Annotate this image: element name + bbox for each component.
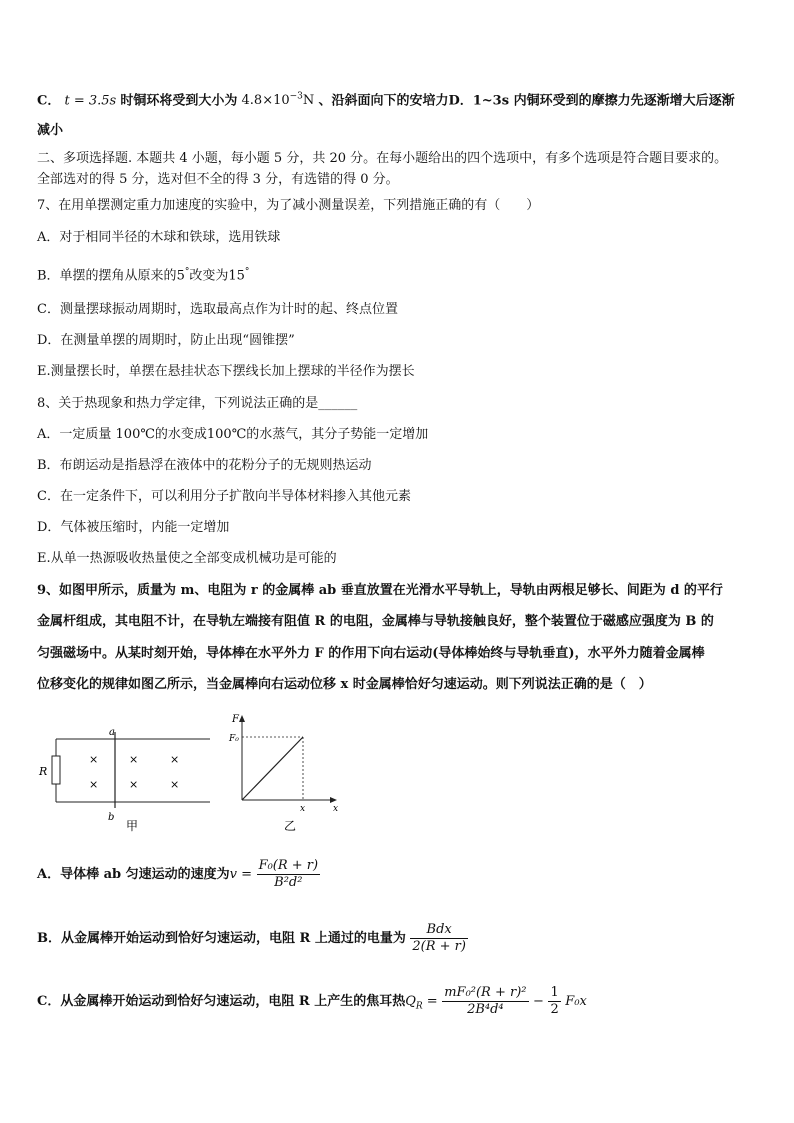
option-c-prev: C． t = 3.5s 时铜环将受到大小为 $4.8\times 10^{-3}N$ 、沿斜面向下的安培力D．1~3s 内铜环受到的摩擦力先逐渐增大后逐渐	[37, 92, 735, 109]
q9-line2: 金属杆组成，其电阻不计，在导轨左端接有阻值 R 的电阻，金属棒与导轨接触良好，整个装置位于磁感应强度为 B 的	[37, 614, 714, 629]
q7-option-c: C．测量摆球振动周期时，选取最高点作为计时的起、终点位置	[37, 302, 398, 317]
q9-line1: 9、如图甲所示，质量为 m、电阻为 r 的金属棒 ab 垂直放置在光滑水平导轨上，导轨由两根足够长、间距为 d 的平行	[37, 583, 723, 598]
q7-option-b: B．单摆的摆角从原来的5°改变为15°	[37, 267, 250, 284]
q9-option-a: A．导体棒 ab 匀速运动的速度为v = $\frac{\text{F₀(R + r)}}{\text{B²d²}}$	[37, 858, 319, 890]
q7-stem: 7、在用单摆测定重力加速度的实验中，为了减小测量误差，下列措施正确的有（ ）	[37, 198, 540, 213]
resistor-symbol	[52, 756, 60, 784]
q7-option-d: D．在测量单摆的周期时，防止出现“圆锥摆”	[37, 333, 295, 348]
q9-line3: 匀强磁场中。从某时刻开始，导体棒在水平外力 F 的作用下向右运动(导体棒始终与导轨垂直)，水平外力随着金属棒	[37, 646, 705, 661]
section-heading-line1: 二、多项选择题. 本题共 4 小题，每小题 5 分，共 20 分。在每小题给出的四个选项中，有多个选项是符合题目要求的。	[37, 151, 728, 166]
field-mark: ×	[170, 778, 180, 791]
q8-option-b: B．布朗运动是指悬浮在液体中的花粉分子的无规则热运动	[37, 458, 372, 473]
resistor-label: R	[39, 765, 48, 778]
q8-option-e: E.从单一热源吸收热量使之全部变成机械功是可能的	[37, 551, 337, 566]
force-line	[242, 737, 303, 800]
field-mark: ×	[170, 753, 180, 766]
q8-option-a: A．一定质量 100℃的水变成100℃的水蒸气，其分子势能一定增加	[37, 427, 429, 442]
field-mark: ×	[89, 753, 99, 766]
formula-heat: $\frac{\text{mF₀²(R + r)²}}{\text{2B⁴d⁴}}$	[444, 985, 527, 1017]
force-value: $4.8\times 10^{-3}N$	[241, 92, 315, 109]
formula-half: $\frac{1}{2}$	[550, 985, 559, 1017]
q7-option-a: A．对于相同半径的木球和铁球，选用铁球	[37, 230, 281, 245]
x-axis-label: x	[333, 804, 339, 814]
formula-charge: $\frac{\text{Bdx}}{2(R + r)}$	[412, 922, 466, 954]
formula-velocity: $\frac{\text{F₀(R + r)}}{\text{B²d²}}$	[258, 858, 319, 890]
figure-yi-graph	[228, 712, 348, 837]
q9-option-b: B．从金属棒开始运动到恰好匀速运动，电阻 R 上通过的电量为 $\frac{\text{Bdx}}{2(R + r)}$	[37, 922, 466, 954]
figure-yi-caption: 乙	[284, 819, 297, 833]
q8-option-d: D．气体被压缩时，内能一定增加	[37, 520, 230, 535]
f0-tick-label: F₀	[229, 734, 239, 744]
field-mark: ×	[89, 778, 99, 791]
section-heading-line2: 全部选对的得 5 分，选对但不全的得 3 分，有选错的得 0 分。	[37, 172, 399, 187]
field-mark: ×	[129, 778, 139, 791]
figure-jia-caption: 甲	[126, 819, 139, 833]
x-tick-label: x	[300, 804, 306, 814]
figure-jia-circuit	[38, 722, 218, 837]
q9-option-c: C．从金属棒开始运动到恰好匀速运动，电阻 R 上产生的焦耳热$Q_R$ = $\frac{\text{mF₀²(R + r)²}}{\text{2B⁴d⁴}}$ − $\frac{1}{2}$ F₀x	[37, 985, 587, 1017]
point-b-label: b	[108, 812, 115, 823]
point-a-label: a	[109, 727, 115, 738]
q8-option-c: C．在一定条件下，可以利用分子扩散向半导体材料掺入其他元素	[37, 489, 411, 504]
y-axis-label: F	[232, 714, 239, 725]
q9-line4: 位移变化的规律如图乙所示，当金属棒向右运动位移 x 时金属棒恰好匀速运动。则下列说法正确的是（ ）	[37, 677, 652, 692]
option-d-continued: 减小	[37, 123, 64, 138]
q8-stem: 8、关于热现象和热力学定律，下列说法正确的是______	[37, 396, 358, 411]
q7-option-e: E.测量摆长时，单摆在悬挂状态下摆线长加上摆球的半径作为摆长	[37, 364, 415, 379]
field-mark: ×	[129, 753, 139, 766]
